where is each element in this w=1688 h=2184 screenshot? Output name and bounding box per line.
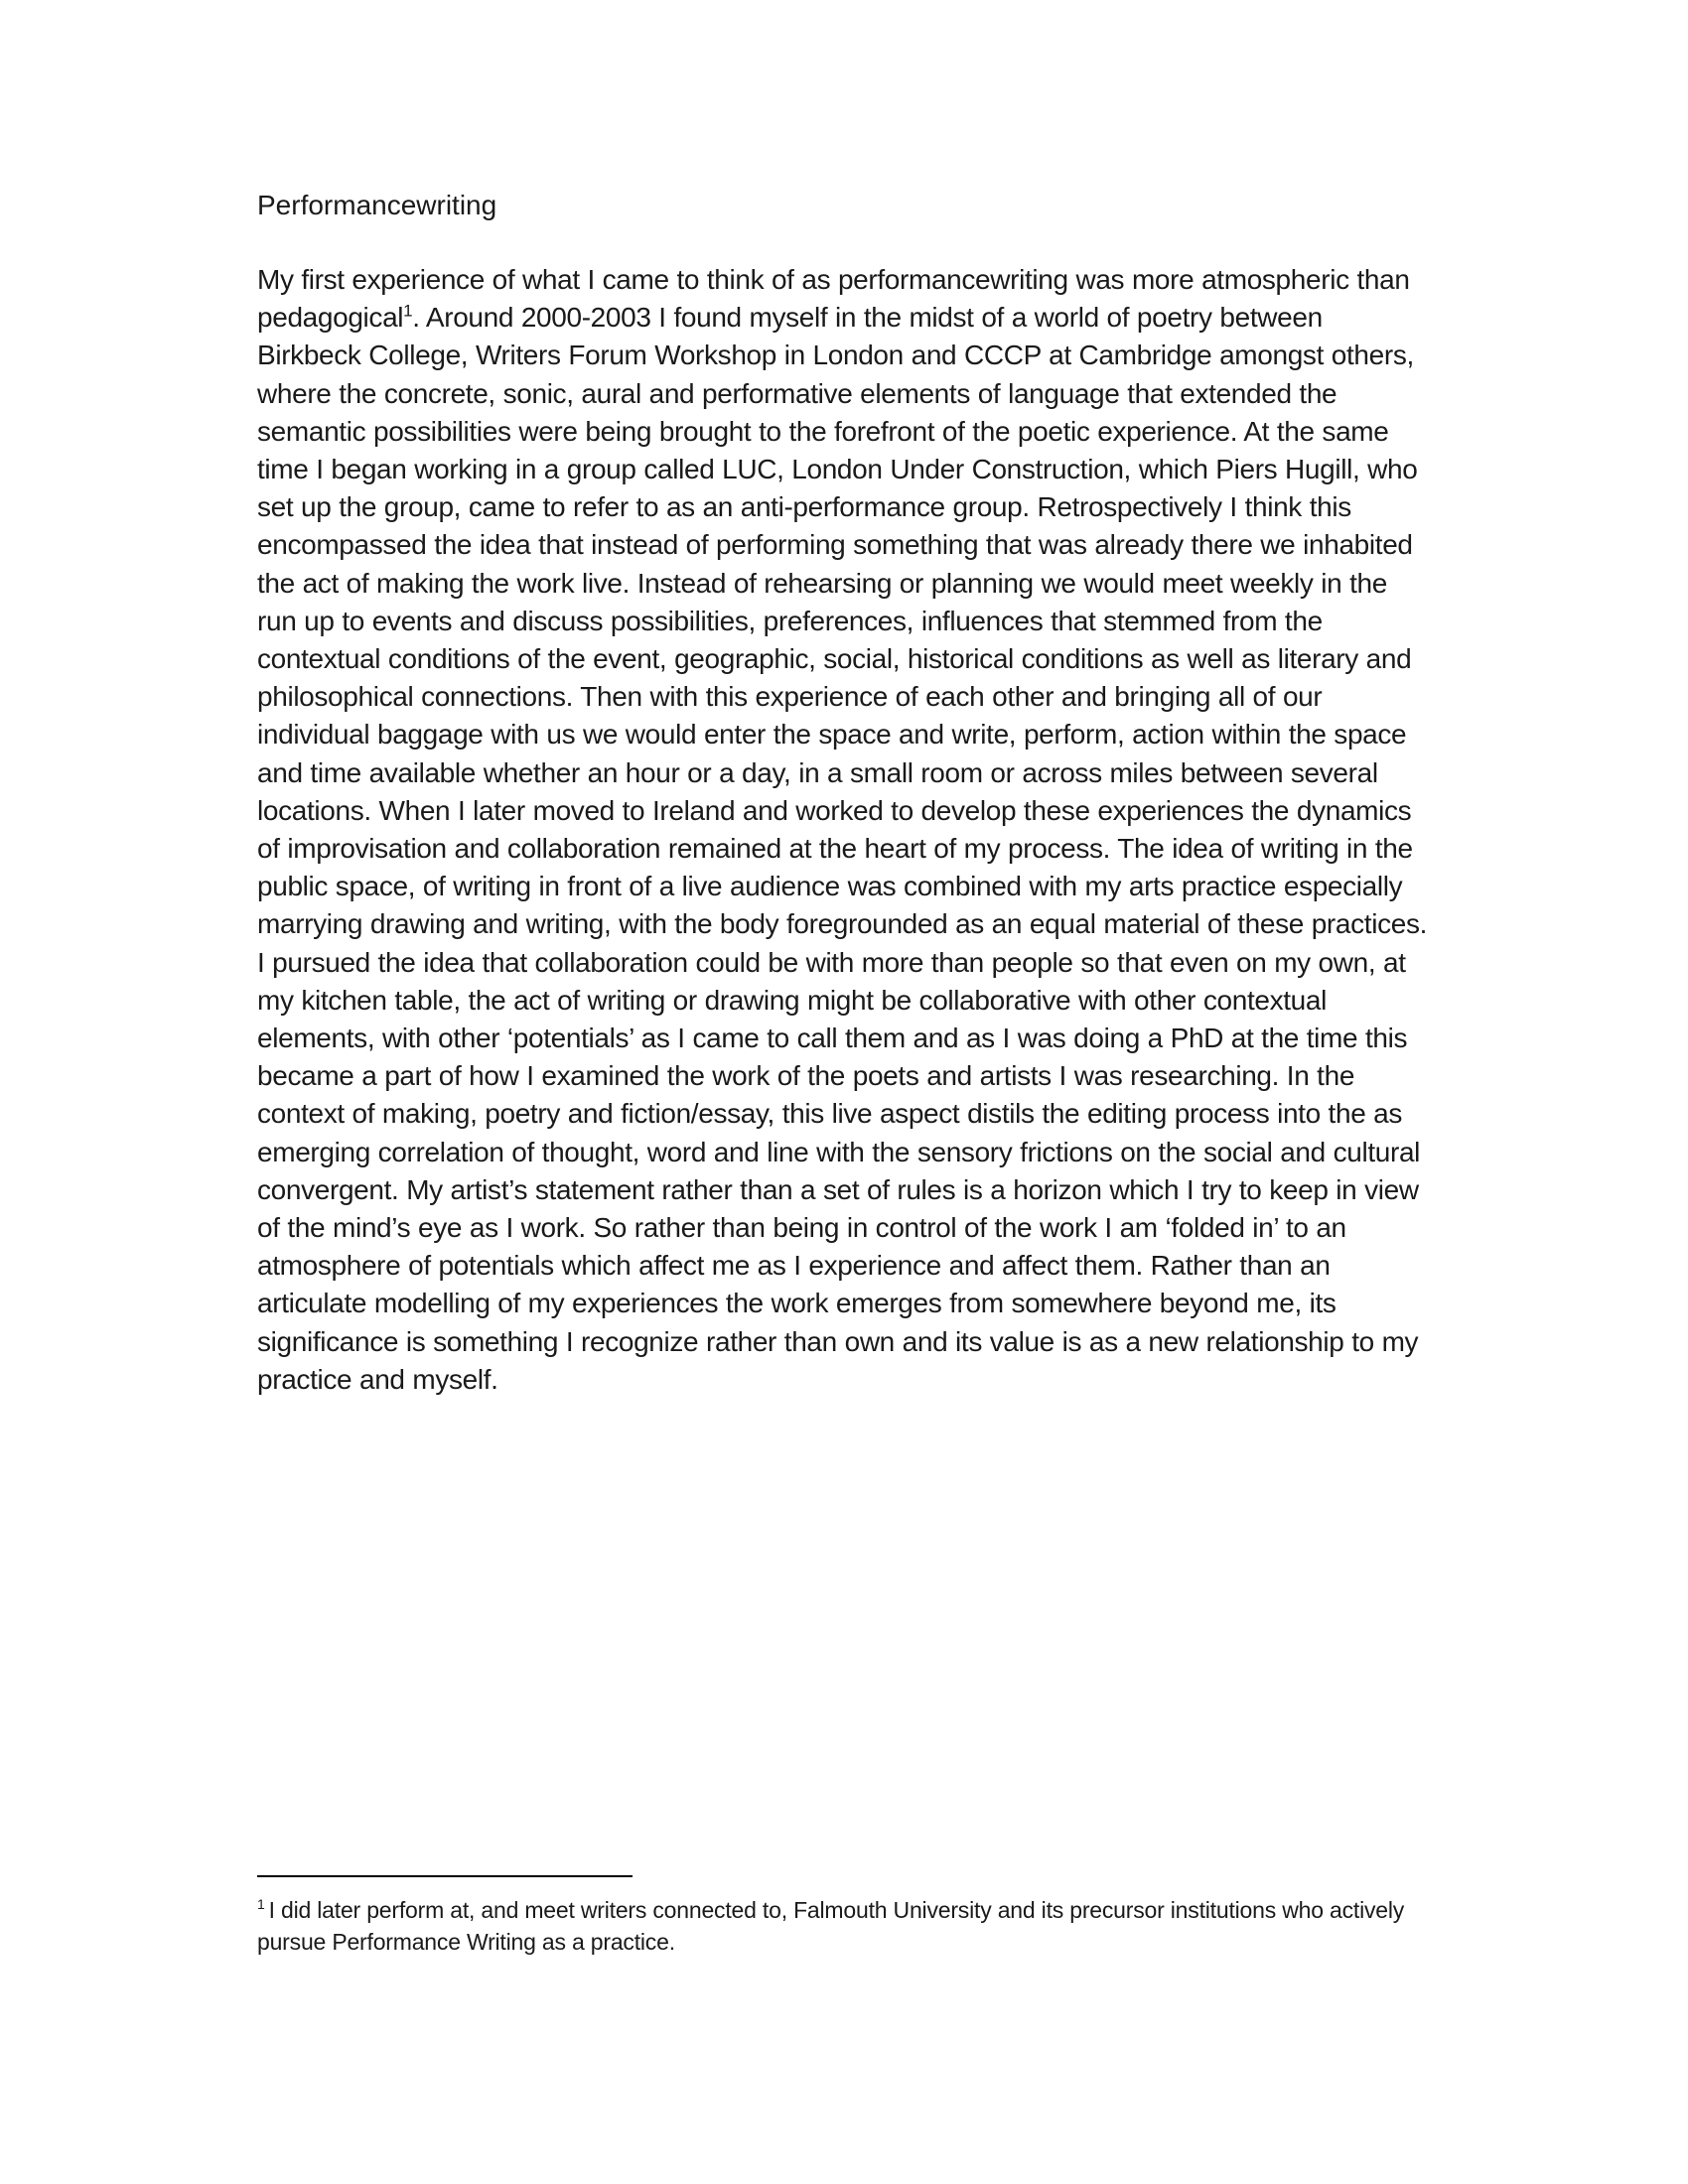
paragraph-text-start: My first experience of what I came to think of as performancewriting was more atmospheric than pedagogical xyxy=(257,264,1410,334)
footnote-reference[interactable]: 1 xyxy=(403,301,413,321)
page-title: Performancewriting xyxy=(257,190,497,220)
footnote xyxy=(257,1894,1434,1958)
footnote-separator xyxy=(257,1875,633,1877)
footnote-marker: 1 xyxy=(257,1896,265,1913)
footnote-text: I did later perform at, and meet writers connected to, Falmouth University and its precursor institutions who actively pursue Performance Writing as a practice. xyxy=(257,1897,1405,1955)
paragraph-text-rest: . Around 2000-2003 I found myself in the midst of a world of poetry between Birkbeck College, Writers Forum Workshop in London and CCCP at Cambridge amongst others, where the concrete, sonic, aural and performative elements of language that extended the semantic possibilities were being brought to the forefront of the poetic experience. At the same time I began working in a group called LUC, London Under Construction, which Piers Hugill, who set up the group, came to refer to as an anti-performance group. Retrospectively I think this encompassed the idea that instead of performing something that was already there we inhabited the act of making the work live. Instead of rehearsing or planning we would meet weekly in the run up to events and discuss possibilities, preferences, influences that stemmed from the contextual conditions of the event, geographic, social, historical conditions as well as literary and philosophical connections. Then with this experience of each other and bringing all of our individual baggage with us we would enter the space and write, perform, action within the space and time available whether an hour or a day, in a small room or across miles between several locations. When I later moved to Ireland and worked to develop these experiences the dynamics of improvisation and collaboration remained at the heart of my process. The idea of writing in the public space, of writing in front of a live audience was combined with my arts practice especially marrying drawing and writing, with the body foregrounded as an equal material of these practices. I pursued the idea that collaboration could be with more than people so that even on my own, at my kitchen table, the act of writing or drawing might be collaborative with other contextual elements, with other ‘potentials’ as I came to call them and as I was doing a PhD at the time this became a part of how I examined the work of the poets and artists I was researching. In the context of making, poetry and fiction/essay, this live aspect distils the editing process into the as emerging correlation of thought, word and line with the sensory frictions on the social and cultural convergent. My artist’s statement rather than a set of rules is a horizon which I try to keep in view of the mind’s eye as I work. So rather than being in control of the work I am ‘folded in’ to an atmosphere of potentials which affect me as I experience and affect them. Rather than an articulate modelling of my experiences the work emerges from somewhere beyond me, its significance is something I recognize rather than own and its value is as a new relationship to my practice and myself. xyxy=(257,302,1428,1395)
body-paragraph xyxy=(257,261,1434,1399)
